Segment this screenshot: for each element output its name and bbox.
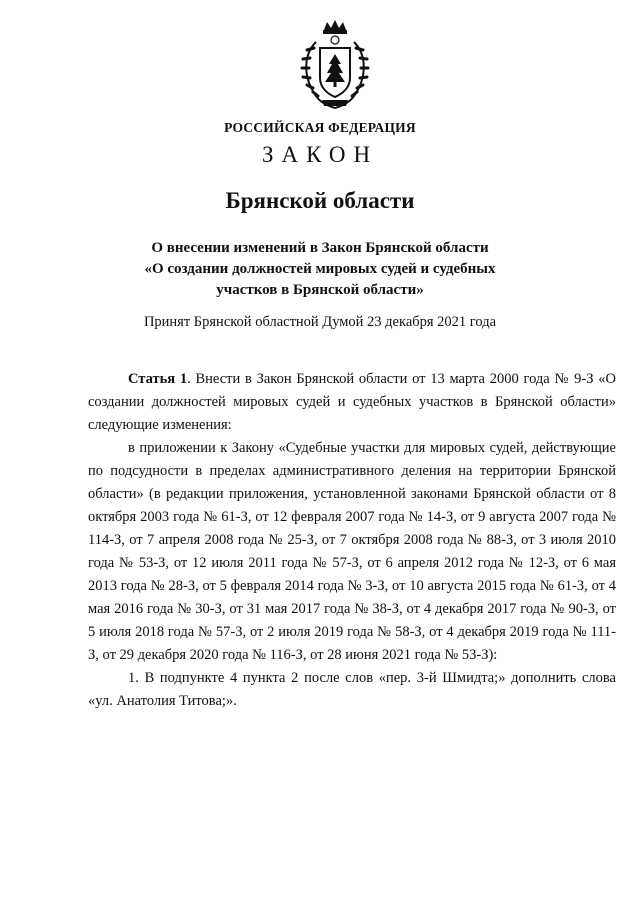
amendment-paragraph: в приложении к Закону «Судебные участки для мировых судей, действующие по подсудности в пределах административного деления на территории Брянской области» (в редакции приложения, установленной законами Брянской области от 8 октября 2003 года № 61-З, от 12 февраля 2007 года № 14-З, от 9 августа 2007 года № 114-З, от 7 апреля 2008 года № 25-З, от 7 октября 2008 года № 88-З, от 3 июля 2010 года № 53-З, от 12 июля 2011 года № 57-З, от 6 апреля 2012 года № 12-З, от 6 мая 2013 года № 28-З, от 5 февраля 2014 года № 3-З, от 10 августа 2015 года № 61-З, от 4 мая 2016 года № 30-З, от 31 мая 2017 года № 38-З, от 4 декабря 2017 года № 90-З, от 5 июля 2018 года № 57-З, от 2 июля 2019 года № 58-З, от 4 декабря 2019 года № 111-З, от 29 декабря 2020 года № 116-З, от 28 июня 2021 года № 53-З): <box>88 440 616 663</box>
document-type-heading: ЗАКОН <box>261 142 379 167</box>
article-label: Статья 1 <box>128 371 188 387</box>
adoption-note: Принят Брянской областной Думой 23 декабря 2021 года <box>143 314 497 330</box>
region-heading: Брянской области <box>225 188 415 213</box>
law-title <box>90 238 550 301</box>
article-text: . Внести в Закон Брянской области от 13 марта 2000 года № 9-З «О создании должностей мировых судей и судебных участков в Брянской области» следующие изменения: <box>88 371 616 433</box>
federation-heading: РОССИЙСКАЯ ФЕДЕРАЦИЯ <box>224 120 416 135</box>
article-1-paragraph <box>88 368 616 437</box>
amendment-item-1: 1. В подпункте 4 пункта 2 после слов «пер. 3-й Шмидта;» дополнить слова «ул. Анатолия Титова;». <box>88 670 616 709</box>
law-title-line: «О создании должностей мировых судей и судебных <box>144 261 496 277</box>
law-title-line: участков в Брянской области» <box>216 282 424 298</box>
law-body <box>88 368 616 713</box>
law-title-line: О внесении изменений в Закон Брянской области <box>151 240 489 256</box>
bryansk-coat-of-arms-icon <box>294 18 376 110</box>
